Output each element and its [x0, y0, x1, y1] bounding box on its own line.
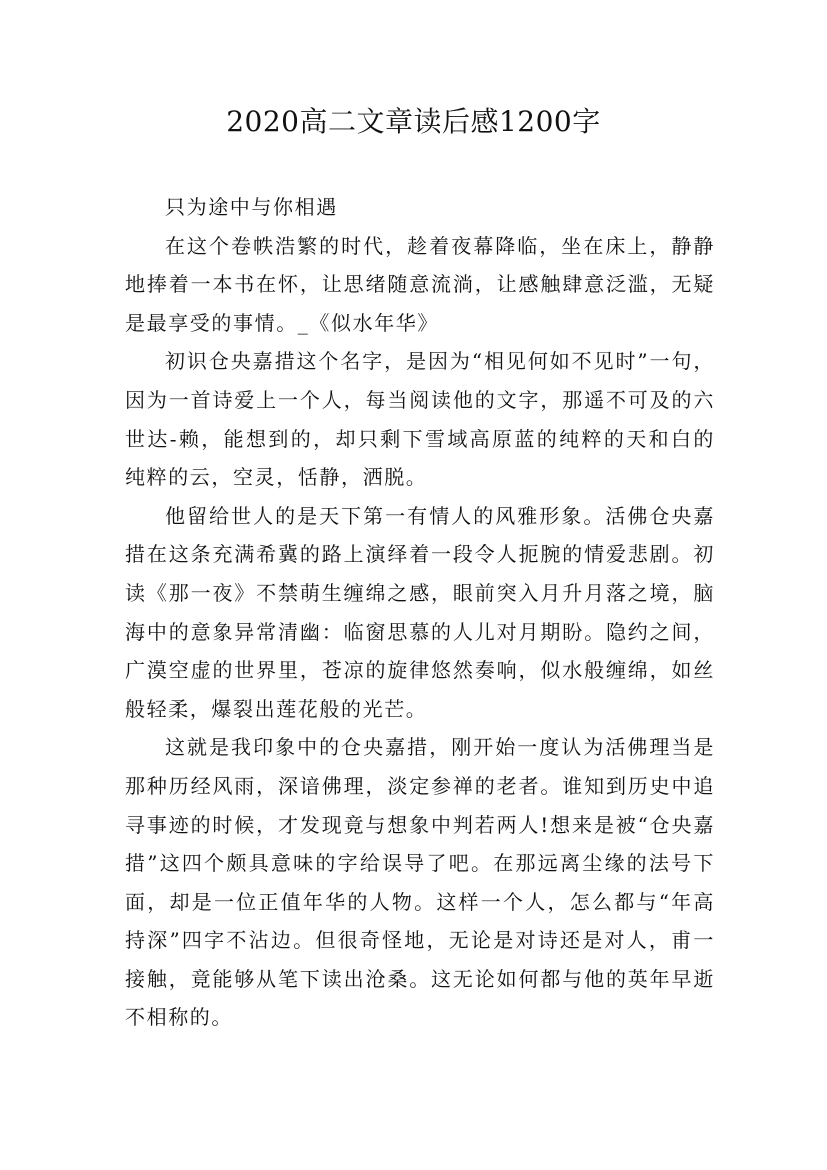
paragraph: 在这个卷帙浩繁的时代，趁着夜幕降临，坐在床上，静静地捧着一本书在怀，让思绪随意流淌，让感触肆意泛滥，无疑是最享受的事情。_《似水年华》: [125, 233, 715, 335]
paragraph: 这就是我印象中的仓央嘉措，刚开始一度认为活佛理当是那种历经风雨，深谙佛理，淡定参禅的老者。谁知到历史中追寻事迹的时候，才发现竟与想象中判若两人!想来是被“仓央嘉措”这四个颇具意味的字给误导了吧。在那远离尘缘的法号下面，却是一位正值年华的人物。这样一个人，怎么都与“年高持深”四字不沾边。但很奇怪地，无论是对诗还是对人，甫一接触，竟能够从笔下读出沧桑。这无论如何都与他的英年早逝不相称的。: [125, 735, 715, 1030]
paragraph: 初识仓央嘉措这个名字，是因为“相见何如不见时”一句，因为一首诗爱上一个人，每当阅读他的文字，那遥不可及的六世达-赖，能想到的，却只剩下雪域高原蓝的纯粹的天和白的纯粹的云，空灵，恬静，洒脱。: [125, 349, 715, 490]
paragraph: 他留给世人的是天下第一有情人的风雅形象。活佛仓央嘉措在这条充满希冀的路上演绎着一段令人扼腕的情爱悲剧。初读《那一夜》不禁萌生缠绵之感，眼前突入月升月落之境，脑海中的意象异常清幽：临窗思慕的人儿对月期盼。隐约之间，广漠空虚的世界里，苍凉的旋律悠然奏响，似水般缠绵，如丝般轻柔，爆裂出莲花般的光芒。: [125, 503, 715, 721]
document-title: 2020高二文章读后感1200字: [226, 105, 601, 138]
document-body: [125, 188, 715, 1037]
subtitle-paragraph: 只为途中与你相遇: [165, 195, 338, 219]
